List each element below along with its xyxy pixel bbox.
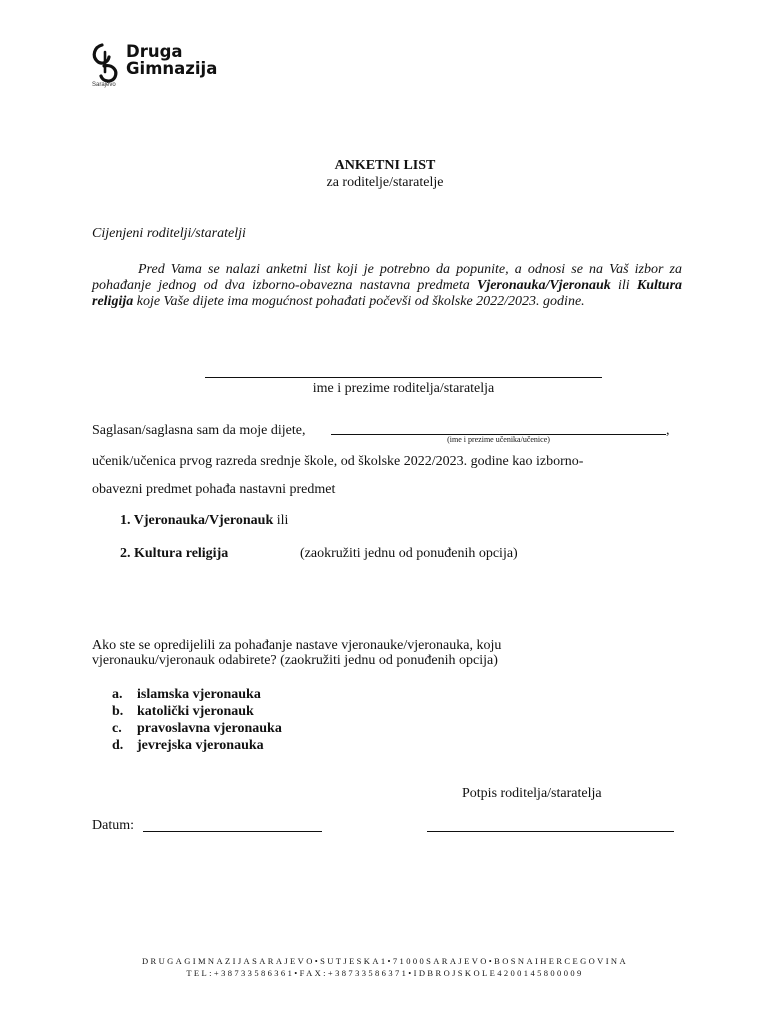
logo-name-line1: Druga xyxy=(126,42,183,61)
signature-line[interactable] xyxy=(427,831,674,832)
list-item[interactable] xyxy=(112,703,282,720)
consent-line2: učenik/učenica prvog razreda srednje škole, od školske 2022/2023. godine kao izborno- xyxy=(92,454,584,469)
footer-address: DRUGAGIMNAZIJASARAJEVO•SUTJESKA1•71000SARAJEVO•BOSNAIHERCEGOVINA xyxy=(141,956,628,966)
parent-name-line[interactable] xyxy=(205,377,602,378)
religion-list xyxy=(112,686,282,754)
logo-mark-icon xyxy=(88,42,122,84)
consent-line3: obavezni predmet pohađa nastavni predmet xyxy=(92,482,336,497)
list-label: islamska vjeronauka xyxy=(137,687,261,702)
logo-city: Sarajevo xyxy=(92,82,116,88)
salutation: Cijenjeni roditelji/staratelji xyxy=(92,226,246,241)
student-name-hint: (ime i prezime učenika/učenice) xyxy=(447,435,550,444)
list-letter: c. xyxy=(112,721,122,736)
list-label: katolički vjeronauk xyxy=(137,704,254,719)
intro-part1: Pred Vama se nalazi anketni list koji je potrebno da popunite, a odnosi se na Vaš izbor za pohađanje jednog od dva izborno-obavezna nastavna predmeta xyxy=(92,262,682,293)
religion-question: Ako ste se opredijelili za pohađanje nastave vjeronauke/vjeronauka, koju vjeronauku/vjeronauk odabirete? (zaokružiti jednu od ponuđenih opcija) xyxy=(92,638,502,668)
list-letter: d. xyxy=(112,738,124,753)
logo-name-line2: Gimnazija xyxy=(126,59,218,78)
list-item[interactable] xyxy=(112,737,282,754)
intro-bold2: Kultura religija xyxy=(92,278,683,309)
option-vjeronauka[interactable] xyxy=(120,513,288,529)
list-item[interactable] xyxy=(112,686,282,703)
footer-contact: TEL:+38733586361•FAX:+38733586371•IDBROJSKOLE4200145800009 xyxy=(186,968,584,978)
consent-text: Saglasan/saglasna sam da moje dijete, xyxy=(92,423,306,438)
list-letter: b. xyxy=(112,704,124,719)
document-title: ANKETNI LIST xyxy=(334,158,436,173)
document-subtitle: za roditelje/staratelje xyxy=(326,175,444,190)
parent-name-caption: ime i prezime roditelja/staratelja xyxy=(312,381,495,396)
intro-part3: koje Vaše dijete ima mogućnost pohađati počevši od školske 2022/2023. godine. xyxy=(133,294,585,309)
school-logo xyxy=(88,42,228,94)
option1-suffix: ili xyxy=(273,513,289,528)
consent-comma: , xyxy=(666,423,670,438)
intro-bold1: Vjeronauka/Vjeronauk xyxy=(476,278,611,293)
option-hint: (zaokružiti jednu od ponuđenih opcija) xyxy=(300,546,518,561)
option1-label: 1. Vjeronauka/Vjeronauk xyxy=(120,513,274,528)
intro-part2: ili xyxy=(610,278,637,293)
date-line[interactable] xyxy=(143,831,322,832)
list-label: jevrejska vjeronauka xyxy=(137,738,264,753)
option-kultura-religija[interactable]: 2. Kultura religija xyxy=(120,546,229,561)
list-item[interactable] xyxy=(112,720,282,737)
intro-paragraph xyxy=(92,262,682,310)
list-letter: a. xyxy=(112,687,123,702)
list-label: pravoslavna vjeronauka xyxy=(137,721,282,736)
signature-label: Potpis roditelja/staratelja xyxy=(462,786,602,801)
date-label: Datum: xyxy=(92,818,134,833)
